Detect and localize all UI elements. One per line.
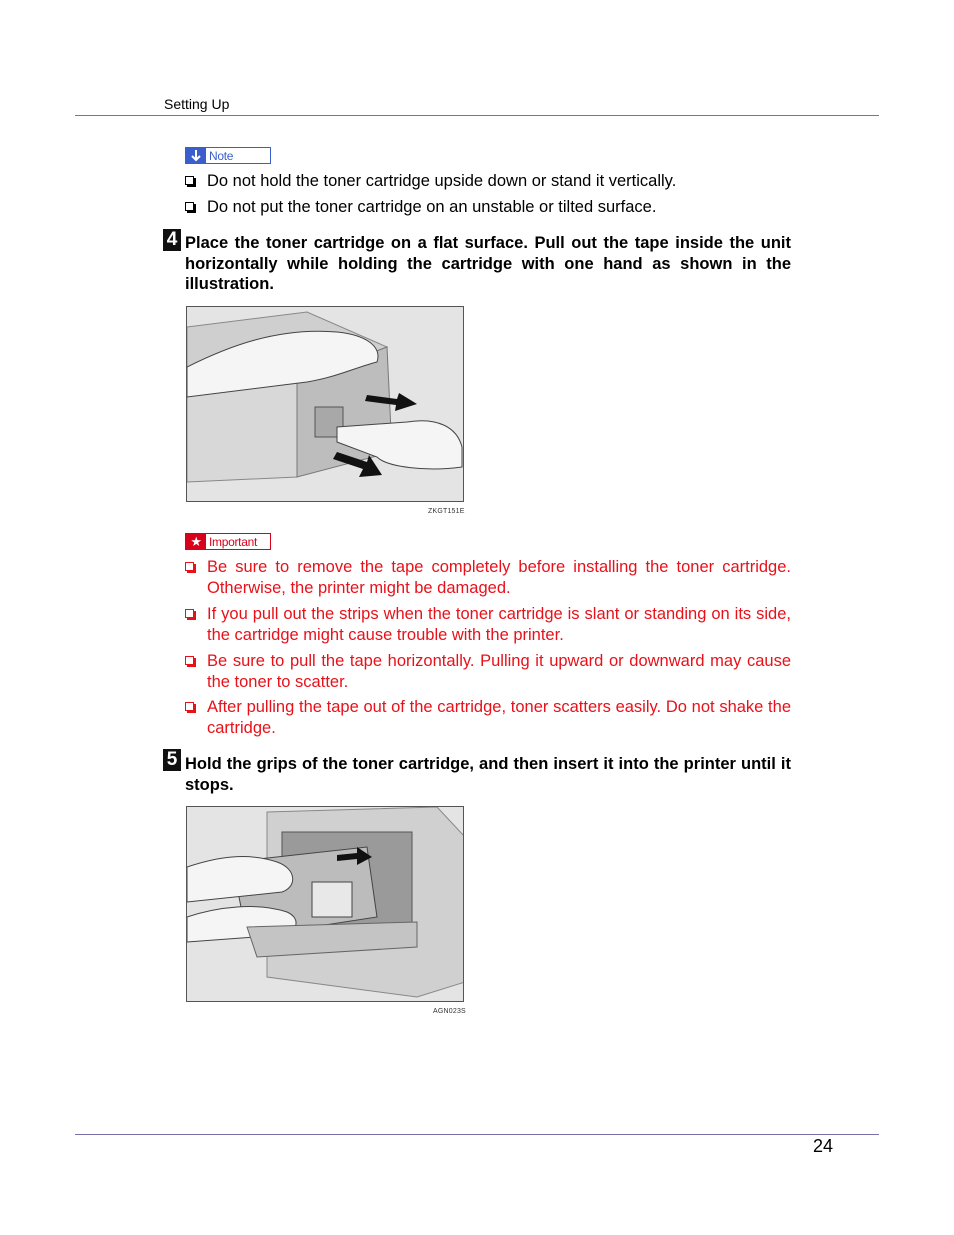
star-icon: ★ <box>186 534 206 549</box>
checkbox-bullet-icon <box>185 702 194 711</box>
footer-rule <box>75 1134 879 1135</box>
important-item: If you pull out the strips when the toner cartridge is slant or standing on its side, the cartridge might cause trouble with the printer. <box>185 604 791 645</box>
checkbox-bullet-icon <box>185 609 194 618</box>
important-badge <box>185 533 271 550</box>
important-item: Be sure to pull the tape horizontally. Pulling it upward or downward may cause the toner to scatter. <box>185 651 791 692</box>
step-number: 4 <box>163 229 181 251</box>
checkbox-bullet-icon <box>185 656 194 665</box>
tape-removal-illustration <box>186 306 464 502</box>
step-instruction: Hold the grips of the toner cartridge, and then insert it into the printer until it stops. <box>185 755 791 794</box>
checkbox-bullet-icon <box>185 562 194 571</box>
step-instruction: Place the toner cartridge on a flat surface. Pull out the tape inside the unit horizontally while holding the cartridge with one hand as shown in the illustration. <box>185 234 791 293</box>
figure-code: ZKGT151E <box>428 508 465 515</box>
note-item: Do not hold the toner cartridge upside down or stand it vertically. <box>185 171 791 192</box>
note-label: Note <box>209 148 234 163</box>
checkbox-bullet-icon <box>185 176 194 185</box>
important-item: After pulling the tape out of the cartridge, toner scatters easily. Do not shake the cartridge. <box>185 697 791 738</box>
running-header: Setting Up <box>164 96 230 112</box>
header-rule <box>75 115 879 116</box>
cartridge-insertion-illustration <box>186 806 464 1002</box>
page-number: 24 <box>813 1136 834 1156</box>
note-item: Do not put the toner cartridge on an unstable or tilted surface. <box>185 197 791 218</box>
checkbox-bullet-icon <box>185 202 194 211</box>
down-arrow-icon <box>186 148 206 163</box>
step-number: 5 <box>163 749 181 771</box>
figure-code: AGN023S <box>433 1008 466 1015</box>
important-label: Important <box>209 534 257 549</box>
important-item: Be sure to remove the tape completely before installing the toner cartridge. Otherwise, the printer might be damaged. <box>185 557 791 598</box>
note-badge <box>185 147 271 164</box>
